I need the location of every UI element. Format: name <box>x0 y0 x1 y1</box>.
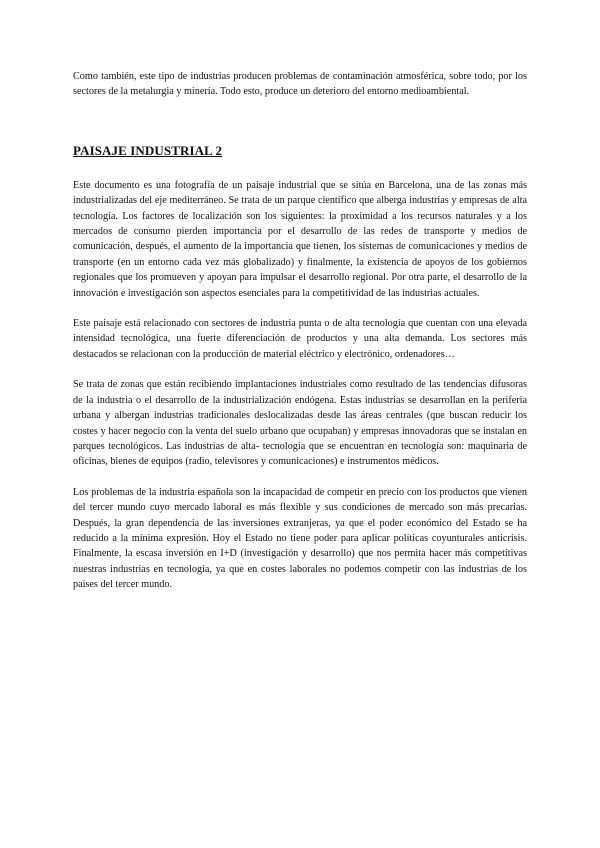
paragraph-industrial-zones: Se trata de zonas que están recibiendo implantaciones industriales como resultado de las tendencias difusoras de la industria o el desarrollo de la industrialización endógena. Estas industrias se desarrollan en la periferia urbana y albergan industrias tradicionales deslocalizadas desde las áreas centrales (que buscan reducir los costes y hacer negocio con la venta del suelo urbano que ocupaban) y empresas innovadoras que se instalan en parques tecnológicos. Las industrias de alta- tecnología que se encuentran en tecnología son: maquinaria de oficinas, bienes de equipos (radio, televisores y comunicaciones) e instrumentos médicos. <box>73 379 527 468</box>
paragraph-high-tech-sectors: Este paisaje está relacionado con sectores de industria punta o de alta tecnología que cuentan con una elevada intensidad tecnológica, una fuerte diferenciación de productos y una alta demanda. Los sectores más destacados se relacionan con la producción de material eléctrico y electrónico, ordenadores… <box>73 318 527 360</box>
intro-paragraph: Como también, este tipo de industrias producen problemas de contaminación atmosférica, sobre todo, por los sectores de la metalurgia y minería. Todo esto, produce un deterioro del entorno medioambiental. <box>73 71 527 98</box>
document-body <box>73 69 527 608</box>
paragraph-industry-problems: Los problemas de la industria española son la incapacidad de competir en precio con los productos que vienen del tercer mundo cuyo mercado laboral es más flexible y sus condiciones de mercado son más precarias. Después, la gran dependencia de las inversiones extranjeras, ya que el poder económico del Estado se ha reducido a la mínima expresión. Hoy el Estado no tiene poder para aplicar políticas coyunturales anticrisis. Finalmente, la escasa inversión en I+D (investigación y desarrollo) que nos permita hacer más competitivas nuestras industrias en tecnología, ya que en costes laborales no podemos competir con las industrias de los países del tercer mundo. <box>73 486 527 591</box>
paragraph-location-factors: Este documento es una fotografía de un paisaje industrial que se sitúa en Barcelona, una de las zonas más industrializadas del eje mediterráneo. Se trata de un parque científico que alberga industrias y empresas de alta tecnología. Los factores de localización son los siguientes: la proximidad a los recursos naturales y a los mercados de consumo pierden importancia por el desarrollo de las redes de transporte y medios de comunicación, después, el aumento de la importancia que tienen, los sistemas de comunicaciones y medios de transporte (en un entorno cada vez más globalizado) y finalmente, la existencia de apoyos de los gobiernos regionales que los promueven y apoyan para impulsar el desarrollo regional. Por otra parte, el desarrollo de la innovación e investigación son aspectos esenciales para la competitividad de las industrias actuales. <box>73 179 527 299</box>
section-title: PAISAJE INDUSTRIAL 2 <box>73 142 223 158</box>
